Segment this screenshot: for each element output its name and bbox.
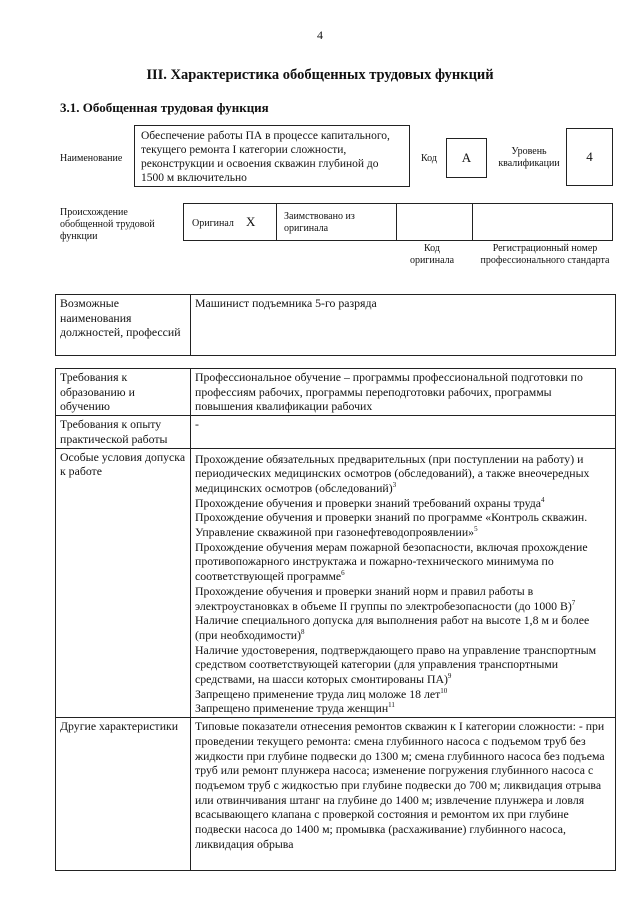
special-item: Наличие специального допуска для выполнения работ на высоте 1,8 м и более (при необходимости)$^8$ [195,613,590,642]
page-number: 4 [317,28,323,42]
footnote-ref: 4 [541,495,545,504]
footnote-ref: 10 [440,686,448,695]
section-title: III. Характеристика обобщенных трудовых функций [146,67,494,83]
borrowed-label: Заимствовано из оригинала [284,211,355,234]
origin-divider-3 [472,204,473,240]
origin-label: Происхождение обобщенной трудовой функции [60,207,155,242]
level-value-box [566,128,613,186]
positions-table [55,294,616,356]
special-item: Прохождение обучения и проверки знаний норм и правил работы в электроустановках в объеме II группы по электробезопасности (до 1000 В)$^7$ [195,583,576,613]
education-row [56,369,616,416]
code-label: Код [421,153,437,164]
code-value-box [446,138,487,178]
name-value: Обеспечение работы ПА в процессе капитального, текущего ремонта I категории сложности, реконструкции и освоения скважин глубиной до 1500 м включительно [141,130,390,184]
footnote-ref: 6 [341,569,345,578]
original-mark: X [246,214,256,229]
origin-divider-2 [396,204,397,240]
footnote-ref: 5 [474,525,478,534]
other-row [56,718,616,871]
code-caption: Код оригинала [409,243,455,266]
experience-value: - [191,416,616,448]
subsection-title: 3.1. Обобщенная трудовая функция [60,100,269,115]
other-label: Другие характеристики [56,718,191,871]
special-item: Прохождение обучения и проверки знаний по программе «Контроль скважин. Управление скважиной при газонефтеводопроявлении»$^5$ [195,510,588,540]
experience-label: Требования к опыту практической работы [56,416,191,448]
positions-label: Возможные наименования должностей, профессий [56,295,191,356]
footnote-ref: 8 [301,628,305,637]
footnote-ref: 11 [388,701,395,710]
positions-value: Машинист подъемника 5-го разряда [191,295,616,356]
name-value-box [134,125,410,187]
footnote-ref: 9 [447,672,452,681]
special-item: Запрещено применение труда женщин$^{11}$ [195,701,395,716]
special-item: Прохождение обучения мерам пожарной безопасности, включая прохождение противопожарного инструктажа и пожарно-технического минимума по соответствующей программе$^6$ [195,539,588,584]
special-row [56,448,616,718]
origin-box [183,203,613,241]
education-label: Требования к образованию и обучению [56,369,191,416]
experience-row [56,416,616,448]
code-value: A [461,150,472,165]
special-value [191,448,616,718]
origin-divider-1 [276,204,277,240]
special-item: Запрещено применение труда лиц моложе 18 лет$^{10}$ [195,686,448,701]
other-value: Типовые показатели отнесения ремонтов скважин к I категории сложности: - при проведении текущего ремонта: смена глубинного насоса с подъемом труб без жидкости при глубине подвески до 1300 м; смена глубинного насоса без подъема труб или ремонт плунжера насоса; изменение погружения глубинного насоса с подъемом труб с жидкостью при глубине подвески до 700 м; ликвидация отрыва или отвинчивания штанг на глубине до 1400 м; извлечение плунжера и ловля всасывающего клапана с проверкой состояния и ремонтом их при глубине подвески насоса до 1400 м; промывка (расхаживание) глубинного насоса, ликвидация обрыва [191,718,616,871]
reg-caption: Регистрационный номер профессионального стандарта [480,243,610,266]
level-value: 4 [586,149,593,164]
footnote-ref: 7 [571,598,576,607]
education-value: Профессиональное обучение – программы профессиональной подготовки по профессиям рабочих, программы переподготовки рабочих, программы повышения квалификации рабочих [191,369,616,416]
level-label: Уровень квалификации [498,146,560,169]
name-label: Наименование [60,153,123,164]
special-item: Наличие удостоверения, подтверждающего право на управление транспортным средством соответствующей категории (для управления транспортными средствами, на шасси которых смонтированы ПА)$^9$ [195,642,597,687]
requirements-table [55,368,616,871]
original-label: Оригинал [192,218,234,229]
special-item: Прохождение обязательных предварительных (при поступлении на работу) и периодических медицинских осмотров (обследований), а также внеочередных медицинских осмотров (обследований)$^3$ [195,451,590,495]
footnote-ref: 3 [392,481,397,489]
special-label: Особые условия допуска к работе [56,448,191,718]
special-item: Прохождение обучения и проверки знаний требований охраны труда$^4$ [195,495,545,510]
